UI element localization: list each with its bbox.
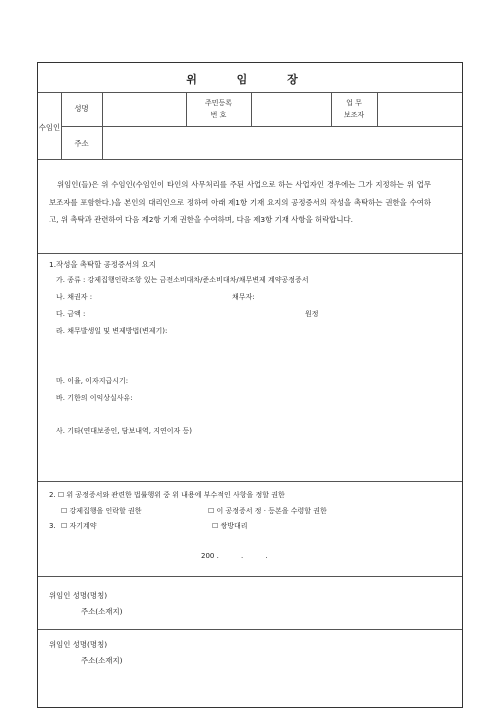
- assistant-label-1: 업 무: [346, 99, 362, 107]
- power-of-attorney-form: [37, 62, 463, 708]
- address-label: 주소: [74, 139, 89, 148]
- document-title: 위 임 장: [186, 73, 316, 86]
- name-field[interactable]: [103, 93, 185, 125]
- deed-type: 가. 종류 : 강제집행인락조항 있는 금전소비대차/준소비대차/채무변제 계약공정증서: [56, 276, 309, 284]
- section3-dual-agency[interactable]: ☐ 쌍방대리: [212, 522, 248, 530]
- divider-paragraph: [38, 253, 462, 254]
- divider-v-id-value: [331, 92, 332, 126]
- amount-label: 다. 금액 :: [56, 310, 86, 318]
- divider-v-label: [61, 92, 62, 159]
- divider-signer1: [38, 629, 462, 630]
- divider-section2: [38, 576, 462, 577]
- section2-enforcement-authority[interactable]: ☐ 강제집행을 인락할 권한: [61, 507, 142, 515]
- section3-prefix: 3.: [49, 522, 56, 530]
- assistant-field[interactable]: [378, 93, 461, 125]
- address-field[interactable]: [103, 127, 461, 158]
- name-label: 성명: [74, 104, 89, 113]
- section2-receive-copy-authority[interactable]: ☐ 이 공정증서 정 · 등본을 수령할 권한: [208, 507, 327, 515]
- signer2-name-label: 위임인 성명(명칭): [49, 640, 108, 649]
- signer2-address-label: 주소(소재지): [81, 656, 123, 665]
- currency-label: 원정: [305, 310, 319, 318]
- divider-v-name-value: [186, 92, 187, 126]
- signer1-address-label: 주소(소재지): [81, 607, 123, 616]
- divider-principal: [38, 159, 462, 160]
- assistant-label-2: 보조자: [343, 111, 365, 119]
- acceleration-label: 바. 기한의 이익상실사유:: [56, 394, 133, 402]
- creditor-label: 나. 채권자 :: [56, 293, 93, 301]
- principal-label: 수임인: [38, 123, 61, 132]
- resident-id-field[interactable]: [252, 93, 330, 125]
- interest-label: 마. 이율, 이자지급시기:: [56, 377, 129, 385]
- delegation-paragraph: 위임인(들)은 위 수임인(수임인이 타인의 사무처리를 주된 사업으로 하는 사업자인 경우에는 그가 지정하는 위 업무보조자를 포함한다.)을 본인의 대리인으로 정하여 아래 제1항 기재 요지의 공정증서의 작성을 촉탁하는 권한을 수여하고, 위 촉탁과 관련하여 다음 제2항 기재 권한을 수여하며, 다음 제3항 기재 사항을 허락합니다.: [49, 180, 431, 224]
- divider-section1: [38, 481, 462, 482]
- other-terms-label: 사. 기타(연대보증인, 담보내역, 지연이자 등): [56, 427, 192, 435]
- signer1-name-label: 위임인 성명(명칭): [49, 591, 108, 600]
- date-line: 200 . . .: [201, 552, 268, 560]
- section2-incidental-authority[interactable]: 2. ☐ 위 공정증서와 관련한 법률행위 중 위 내용에 부수적인 사항을 정할 권한: [49, 491, 285, 499]
- resident-id-label-2: 번 호: [210, 111, 227, 119]
- section3-self-contract[interactable]: ☐ 자기계약: [61, 522, 97, 530]
- repayment-label: 라. 채무발생일 및 변제방법(변제기):: [56, 327, 168, 335]
- resident-id-label-1: 주민등록: [204, 99, 233, 107]
- section1-heading: 1.작성을 촉탁할 공정증서의 요지: [49, 260, 156, 269]
- debtor-label: 채무자:: [232, 293, 255, 301]
